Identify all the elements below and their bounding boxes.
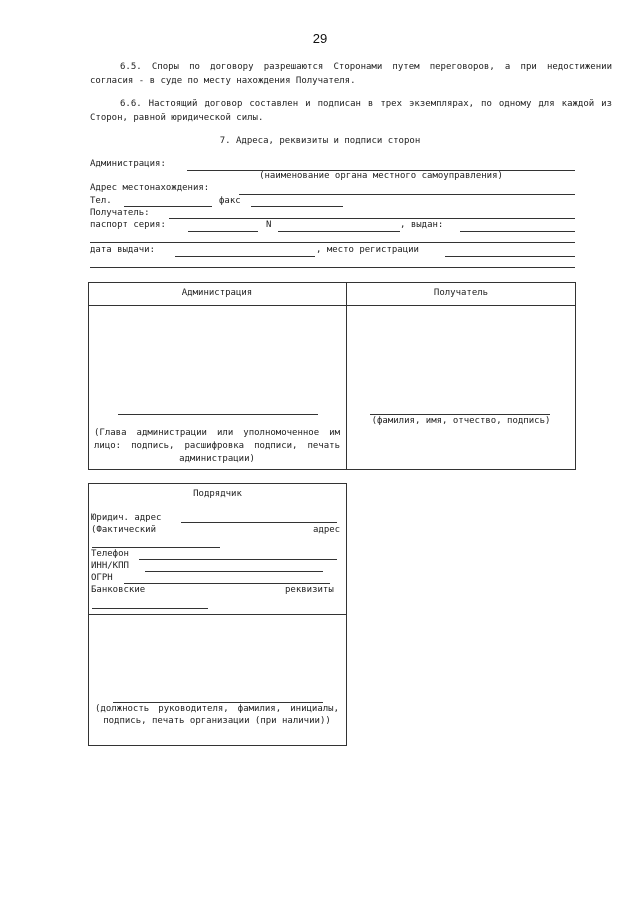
legal-address-field[interactable]: [181, 522, 337, 523]
issue-date-field[interactable]: [175, 256, 315, 257]
recipient-signature-caption: (фамилия, имя, отчество, подпись): [371, 416, 551, 426]
section-title: 7. Адреса, реквизиты и подписи сторон: [219, 136, 421, 146]
recipient-signature-line[interactable]: [370, 414, 550, 415]
paragraph-6-6: [90, 97, 612, 125]
passport-series-field[interactable]: [188, 231, 258, 232]
contractor-divider: [88, 614, 347, 615]
passport-number-field[interactable]: [278, 231, 400, 232]
address-field[interactable]: [239, 194, 575, 195]
inn-kpp-field[interactable]: [145, 571, 323, 572]
ogrn-field[interactable]: [124, 583, 330, 584]
admin-caption: (наименование органа местного самоуправления): [259, 171, 503, 181]
admin-label: Администрация:: [90, 159, 166, 169]
contractor-signature-caption: (должность руководителя, фамилия, инициалы, подпись, печать организации (при наличии)): [95, 704, 339, 726]
paragraph-6-5: [90, 60, 612, 88]
issue-date-label: дата выдачи:: [90, 245, 156, 255]
bank-details-label-end: реквизиты: [285, 585, 334, 595]
address-label: Адрес местонахождения:: [90, 183, 210, 193]
tel-field[interactable]: [124, 206, 212, 207]
admin-column-header: Администрация: [181, 288, 253, 298]
admin-signature-caption: (Глава администрации или уполномоченное им лицо: подпись, расшифровка подписи, печать администрации): [94, 428, 340, 464]
phone-field[interactable]: [139, 559, 337, 560]
table-column-divider: [346, 282, 347, 470]
passport-label: паспорт серия:: [90, 220, 166, 230]
blank-line[interactable]: [90, 242, 575, 243]
blank-line[interactable]: [90, 267, 575, 268]
recipient-column-header: Получатель: [433, 288, 489, 298]
phone-label: Телефон: [91, 549, 129, 559]
fax-field[interactable]: [251, 206, 343, 207]
bank-details-label: Банковские: [91, 585, 146, 595]
issued-field[interactable]: [460, 231, 575, 232]
ogrn-label: ОГРН: [91, 573, 113, 583]
registration-field[interactable]: [445, 256, 575, 257]
bank-details-field[interactable]: [92, 608, 208, 609]
admin-signature-line[interactable]: [118, 414, 318, 415]
tel-label: Тел.: [90, 196, 112, 206]
table-header-divider: [88, 305, 576, 306]
legal-address-label: Юридич. адрес: [91, 513, 162, 523]
recipient-field[interactable]: [169, 218, 575, 219]
number-label: N: [266, 220, 272, 230]
paragraph-6-5-text: 6.5. Споры по договору разрешаются Сторонами путем переговоров, а при недостижении согласия - в суде по месту нахождения Получателя.: [90, 62, 612, 86]
actual-address-label: (Фактический: [91, 525, 157, 535]
contractor-title: Подрядчик: [193, 489, 242, 499]
actual-address-label-end: адрес: [313, 525, 341, 535]
registration-label: , место регистрации: [316, 245, 419, 255]
issued-label: , выдан:: [400, 220, 444, 230]
actual-address-field[interactable]: [92, 547, 220, 548]
paragraph-6-6-text: 6.6. Настоящий договор составлен и подписан в трех экземплярах, по одному для каждой из Сторон, равной юридической силы.: [90, 99, 612, 123]
inn-kpp-label: ИНН/КПП: [91, 561, 129, 571]
page-number: 29: [312, 31, 328, 46]
fax-label: факс: [219, 196, 241, 206]
recipient-label: Получатель:: [90, 208, 150, 218]
